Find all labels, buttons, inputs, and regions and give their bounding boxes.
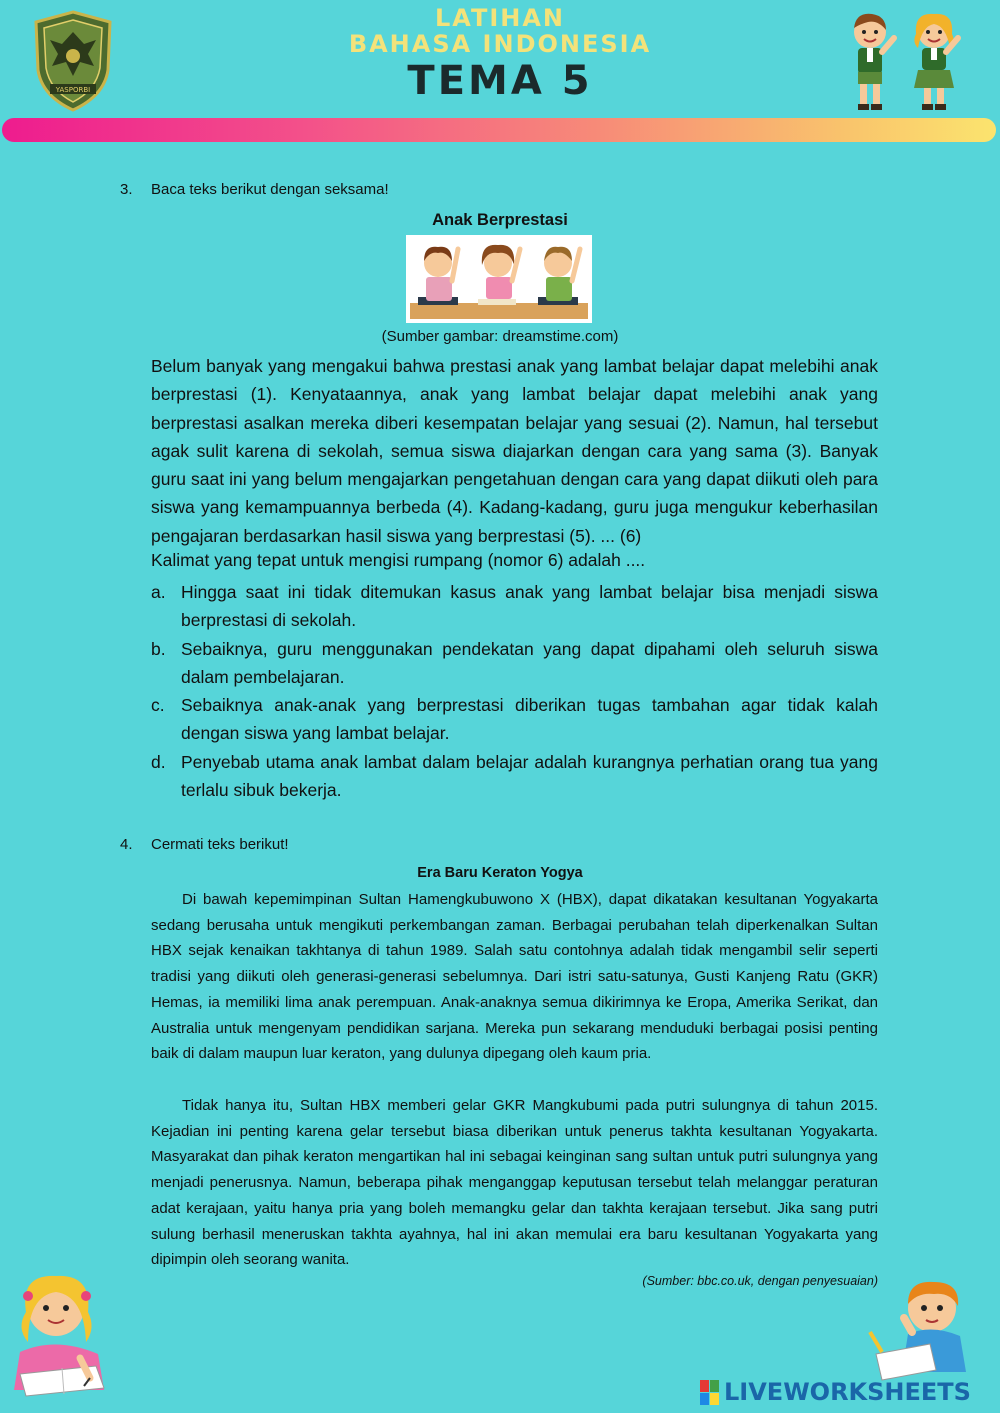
q4-title: Era Baru Keraton Yogya xyxy=(417,865,583,881)
q3-number: 3. xyxy=(120,181,133,198)
option-letter: c. xyxy=(151,695,165,716)
option-text: Hingga saat ini tidak ditemukan kasus anak yang lambat belajar bisa menjadi siswa berprestasi di sekolah. xyxy=(181,582,878,631)
boy-thinking-icon xyxy=(868,1272,978,1382)
q3-instruction: Baca teks berikut dengan seksama! xyxy=(151,181,389,198)
header-line1: LATIHAN xyxy=(434,4,566,32)
q3-options xyxy=(151,578,878,804)
q4-paragraph-1: Di bawah kepemimpinan Sultan Hamengkubuwono X (HBX), dapat dikatakan kesultanan Yogyakarta sedang berusaha untuk mengikuti perkembangan zaman. Berbagai perubahan telah diperkenalkan Sultan HBX sejak kenaikan takhtanya di tahun 1989. Salah satu contohnya adalah tidak mengambil selir seperti tradisi yang diikuti oleh generasi-generasi sebelumnya. Dari istri satu-satunya, Gusti Kanjeng Ratu (GKR) Hemas, ia memiliki lima anak perempuan. Anak-anaknya semua dikirimnya ke Eropa, Amerika Serikat, dan Australia untuk mengenyam pendidikan sarjana. Mereka pun sekarang menduduki berbagai posisi penting baik di dalam maupun luar keraton, yang dulunya dipegang oleh kaum pria. xyxy=(151,891,878,1063)
q3-title: Anak Berprestasi xyxy=(432,211,568,229)
header-line2: BAHASA INDONESIA xyxy=(348,30,652,58)
q4-number: 4. xyxy=(120,836,133,853)
option-text: Sebaiknya, guru menggunakan pendekatan yang dapat dipahami oleh seluruh siswa dalam pembelajaran. xyxy=(181,638,878,687)
option-text: Penyebab utama anak lambat dalam belajar adalah kurangnya perhatian orang tua yang terlalu sibuk bekerja. xyxy=(181,751,878,801)
q3-paragraph: Belum banyak yang mengakui bahwa prestasi anak yang lambat belajar dapat melebihi anak berprestasi (1). Kenyataannya, anak yang lambat belajar dapat melebihi anak yang berprestasi asalkan mereka diberi kesempatan belajar yang sesuai (2). Namun, hal tersebut agak sulit karena di sekolah, semua siswa diajarkan dengan cara yang sama (3). Banyak guru saat ini yang belum mengajarkan pengetahuan dengan cara yang dapat diikuti oleh para siswa yang kemampuannya berbeda (4). Kadang-kadang, guru juga mengukur keberhasilan pengajaran berdasarkan hasil siswa yang berprestasi (5). ... (6) xyxy=(151,356,878,546)
option-text: Sebaiknya anak-anak yang berprestasi diberikan tugas tambahan agar tidak kalah dengan siswa yang lambat belajar. xyxy=(181,695,878,744)
q4-instruction: Cermati teks berikut! xyxy=(151,836,289,853)
q3-option-b[interactable] xyxy=(151,635,878,692)
header-gradient-bar xyxy=(2,118,996,142)
liveworksheets-badge-icon xyxy=(700,1380,720,1406)
waving-kids-icon xyxy=(838,8,968,112)
page-header xyxy=(0,0,1000,145)
logo-text: YASPORBI xyxy=(55,86,91,94)
option-letter: b. xyxy=(151,638,166,659)
q3-option-d[interactable] xyxy=(151,748,878,805)
option-letter: a. xyxy=(151,582,166,602)
liveworksheets-brand[interactable]: LIVEWORKSHEETS xyxy=(724,1378,971,1406)
q3-option-c[interactable] xyxy=(151,691,878,748)
option-letter: d. xyxy=(151,751,166,772)
q4-source: (Sumber: bbc.co.uk, dengan penyesuaian) xyxy=(642,1274,878,1288)
children-raising-hands-image xyxy=(406,235,592,323)
header-title: TEMA 5 xyxy=(407,58,593,104)
q4-paragraph-2: Tidak hanya itu, Sultan HBX memberi gelar GKR Mangkubumi pada putri sulungnya di tahun 2015. Kejadian ini penting karena gelar tersebut biasa diberikan untuk penerus takhta kesultanan Yogyakarta. Masyarakat dan pihak keraton mengartikan hal ini sebagai keinginan sang sultan untuk putri sulungnya yang menjadi penerusnya. Namun, beberapa pihak menganggap keputusan tersebut telah melanggar peraturan adat kerajaan, yaitu hanya pria yang boleh memangku gelar dan takhta kerajaan tersebut. Jika sang putri sulung berhasil meneruskan takhta ayahnya, hal ini akan memulai era baru kesultanan Yogyakarta yang dipimpin oleh seorang wanita. xyxy=(151,1097,878,1269)
girl-writing-icon xyxy=(6,1262,114,1402)
q3-prompt: Kalimat yang tepat untuk mengisi rumpang (nomor 6) adalah .... xyxy=(151,550,646,570)
q3-image-caption: (Sumber gambar: dreamstime.com) xyxy=(381,328,619,345)
q3-option-a[interactable] xyxy=(151,578,878,635)
